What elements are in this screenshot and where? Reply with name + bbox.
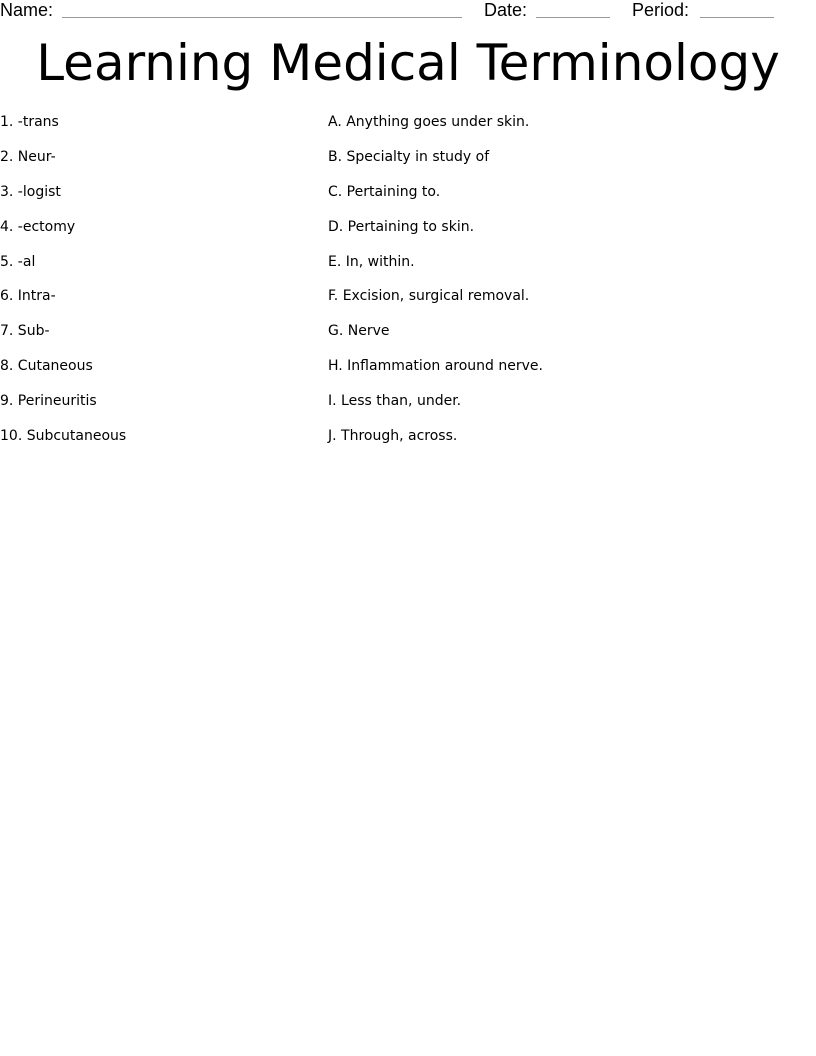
terms-list <box>0 110 310 459</box>
term-item: 4. -ectomy <box>0 218 76 235</box>
definition-item: A. Anything goes under skin. <box>328 114 530 130</box>
term-item: 7. Sub- <box>0 323 50 340</box>
definition-item: G. Nerve <box>328 323 390 340</box>
definition-item: C. Pertaining to. <box>328 183 441 200</box>
definition-item: D. Pertaining to skin. <box>328 218 475 235</box>
period-label: Period: <box>632 0 690 20</box>
definition-item: H. Inflammation around nerve. <box>328 358 543 375</box>
definition-item: B. Specialty in study of <box>328 148 490 165</box>
worksheet-title: Learning Medical Terminology <box>36 34 780 92</box>
term-item: 3. -logist <box>0 183 61 200</box>
definition-item: F. Excision, surgical removal. <box>328 288 530 305</box>
definition-item: J. Through, across. <box>328 428 458 445</box>
definition-item: E. In, within. <box>328 253 415 270</box>
definitions-list <box>328 110 798 459</box>
term-item: 5. -al <box>0 253 36 270</box>
name-label: Name: <box>0 0 54 20</box>
name-blank-line[interactable] <box>62 17 462 18</box>
period-blank-line[interactable] <box>700 17 774 18</box>
term-item: 8. Cutaneous <box>0 358 93 375</box>
term-item: 9. Perineuritis <box>0 393 97 410</box>
definition-item: I. Less than, under. <box>328 393 462 410</box>
date-blank-line[interactable] <box>536 17 610 18</box>
term-item: 6. Intra- <box>0 288 56 305</box>
term-item: 2. Neur- <box>0 148 56 165</box>
term-item: 10. Subcutaneous <box>0 428 127 445</box>
term-item: 1. -trans <box>0 114 59 130</box>
date-label: Date: <box>484 0 528 20</box>
